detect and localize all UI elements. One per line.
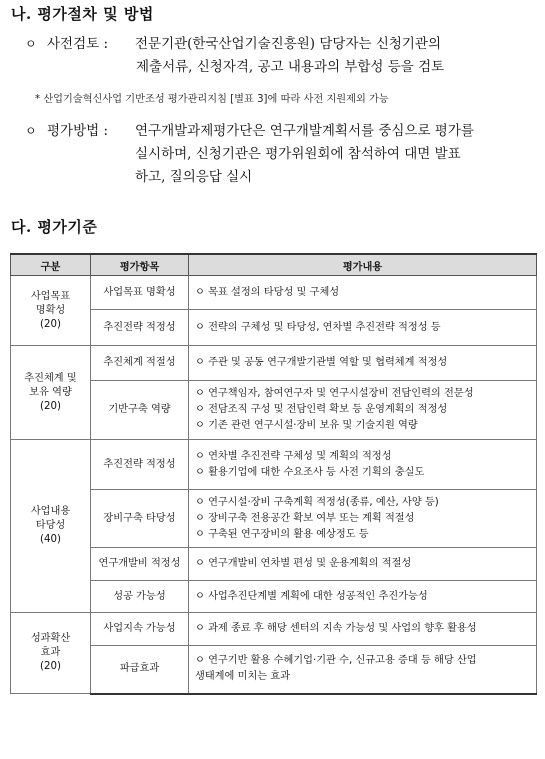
item-cell: 사업지속 가능성 [91,613,189,646]
bullet-line: 연구개발과제평가단은 연구개발계획서를 중심으로 평가를 [135,123,474,139]
table-row [11,276,537,310]
content-line: 생태계에 미치는 효과 [195,671,291,683]
table-header-row [11,254,537,276]
footnote: * 산업기술혁신사업 기반조성 평가관리지침 [별표 3]에 따라 사전 지원제외 가능 [35,94,389,105]
content-line: ㅇ 전담조직 구성 및 전담인력 확보 등 운영계획의 적정성 [195,404,448,415]
content-cell [189,440,537,490]
header-content: 평가내용 [189,254,537,276]
content-line: ㅇ 전략의 구체성 및 타당성, 연차별 추진전략 적정성 등 [195,321,441,333]
category-score: (20) [40,400,61,412]
category-text: 추진체계 및 [24,372,77,384]
item-cell: 추진전략 적정성 [91,310,189,346]
category-cell [11,346,91,440]
content-line: ㅇ 연구개발비 연차별 편성 및 운용계획의 적절성 [195,558,412,569]
item-cell: 장비구축 타당성 [91,490,189,548]
category-text: 효과 [40,647,61,658]
content-line: ㅇ 사업추진단계별 계획에 대한 성공적인 추진가능성 [195,590,428,602]
content-line: ㅇ 활용기업에 대한 수요조사 등 사전 기획의 충실도 [195,466,425,478]
category-score: (20) [40,661,61,672]
table-row [11,613,537,646]
item-cell: 기반구축 역량 [91,381,189,440]
header-category: 구분 [11,254,91,276]
bullet-mark: ㅇ [25,124,37,138]
content-line: ㅇ 연구기반 활용 수혜기업·기관 수, 신규고용 증대 등 해당 산업 [195,655,477,667]
content-line: ㅇ 목표 설정의 타당성 및 구체성 [195,286,340,298]
bullet-line: 실시하며, 신청기관은 평가위원회에 참석하여 대면 발표 [135,146,461,162]
content-line: ㅇ 장비구축 전용공간 확보 여부 또는 계획 적절성 [195,512,415,524]
category-text: 성과확산 [30,633,71,644]
content-line: ㅇ 기존 관련 연구시설·장비 보유 및 기술지원 역량 [195,420,418,431]
bullet-label: 사전검토 : [47,36,109,52]
bullet-line: 전문기관(한국산업기술진흥원) 담당자는 신청기관의 [135,36,442,52]
category-cell [11,440,91,613]
content-line: ㅇ 연구시설·장비 구축계획 적정성(종류, 예산, 사양 등) [195,496,439,508]
bullet-line: 제출서류, 신청자격, 공고 내용과의 부합성 등을 검토 [136,59,445,75]
content-cell [189,310,537,346]
evaluation-criteria-table [10,253,537,695]
content-cell [189,581,537,613]
category-text: 타당성 [35,520,66,531]
category-cell [11,276,91,346]
content-line: ㅇ 연구책임자, 참여연구자 및 연구시설장비 전담인력의 전문성 [195,388,474,399]
content-cell [189,490,537,548]
content-cell [189,276,537,310]
bullet-label: 평가방법 : [47,123,109,139]
item-cell: 사업목표 명확성 [91,276,189,310]
category-text: 사업목표 [30,290,71,302]
content-line: ㅇ 주관 및 공동 연구개발기관별 역할 및 협력체계 적정성 [195,357,448,368]
category-score: (40) [40,534,61,545]
category-score: (20) [40,318,61,330]
bullet-text [135,33,535,79]
bullet-mark: ㅇ [25,37,37,51]
bullet-text [135,120,535,189]
content-line: ㅇ 연차별 추진전략 구체성 및 계획의 적정성 [195,450,392,462]
item-cell: 파급효과 [91,646,189,694]
category-text: 사업내용 [30,506,71,517]
category-text: 명확성 [35,304,66,316]
table-row [11,440,537,490]
item-cell: 성공 가능성 [91,581,189,613]
content-line: ㅇ 과제 종료 후 해당 센터의 지속 가능성 및 사업의 향후 활용성 [195,623,477,634]
content-cell [189,548,537,581]
content-cell [189,381,537,440]
item-cell: 추진체계 적절성 [91,346,189,381]
content-cell [189,346,537,381]
section-title-criteria: 다. 평가기준 [11,218,98,236]
section-title-procedure: 나. 평가절차 및 방법 [11,5,154,23]
category-cell [11,613,91,694]
content-cell [189,613,537,646]
content-cell [189,646,537,694]
header-item: 평가항목 [91,254,189,276]
item-cell: 추진전략 적정성 [91,440,189,490]
table-row [11,346,537,381]
bullet-line: 하고, 질의응답 실시 [135,169,253,185]
category-text: 보유 역량 [29,386,72,398]
item-cell: 연구개발비 적정성 [91,548,189,581]
content-line: ㅇ 구축된 연구장비의 활용 예상정도 등 [195,528,369,540]
